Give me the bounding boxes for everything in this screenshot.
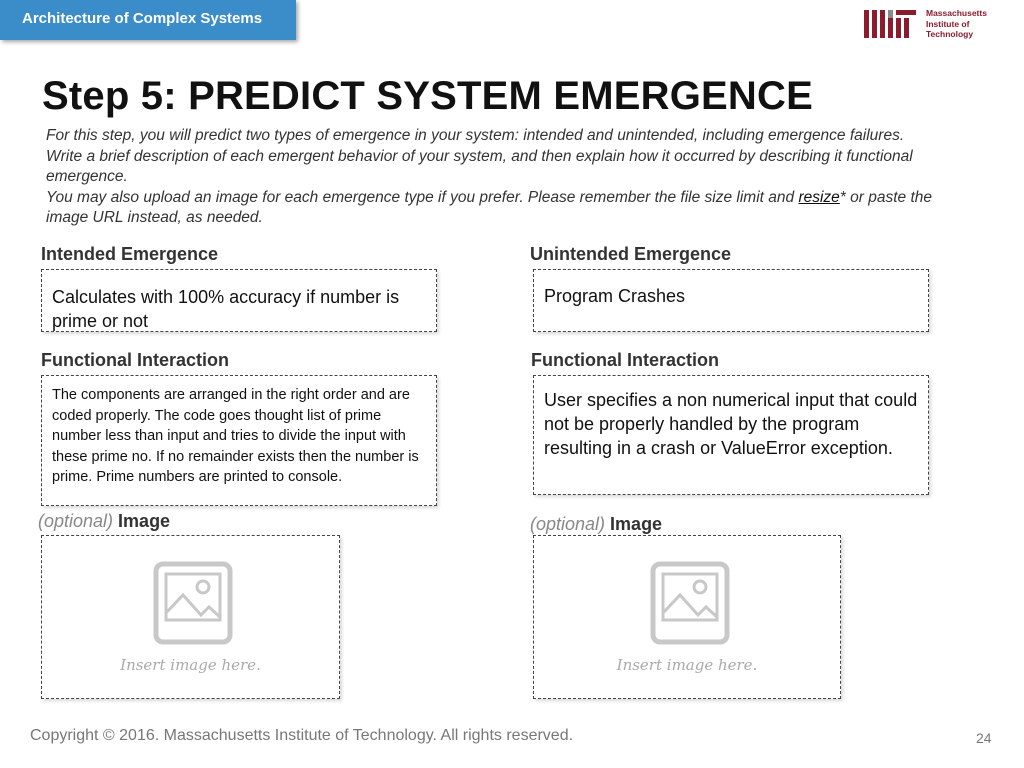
unintended-functional-interaction-heading: Functional Interaction	[531, 350, 720, 370]
mit-logo	[864, 8, 1004, 40]
unintended-image-label: (optional) Image	[530, 514, 663, 534]
copyright-notice: Copyright © 2016. Massachusetts Institute of Technology. All rights reserved.	[30, 727, 574, 744]
course-title: Architecture of Complex Systems	[22, 10, 263, 27]
instructions-paragraph-1: For this step, you will predict two types of emergence in your system: intended and unintended, including emergence failures. Write a brief description of each emergent behavior of your system, and then explain how it occurred by describing it functional emergence.	[46, 127, 913, 185]
image-placeholder-icon	[153, 561, 233, 645]
unintended-emergence-heading: Unintended Emergence	[530, 244, 732, 264]
mit-logo-text: Massachusetts Institute of Technology	[926, 8, 987, 39]
page-number: 24	[976, 730, 992, 746]
intended-image-label: (optional) Image	[38, 511, 171, 531]
intended-image-upload[interactable]	[41, 535, 340, 699]
unintended-emergence-field[interactable]	[533, 269, 929, 332]
mit-logo-mark	[864, 10, 916, 38]
course-title-tab	[0, 0, 296, 40]
instructions-paragraph-2: You may also upload an image for each emergence type if you prefer. Please remember the file size limit and resize* or paste the image URL instead, as needed.	[46, 188, 932, 226]
instructions	[46, 126, 936, 229]
intended-functional-interaction-heading: Functional Interaction	[41, 350, 230, 370]
intended-functional-interaction-value: The components are arranged in the right order and are coded properly. The code goes thought list of prime number less than input and tries to divide the input with these prime no. If no remainder exists then the number is prime. Prime numbers are printed to console.	[52, 387, 419, 485]
intended-emergence-heading: Intended Emergence	[41, 244, 219, 264]
page-title: Step 5: PREDICT SYSTEM EMERGENCE	[42, 74, 813, 118]
intended-image-placeholder-text: Insert image here.	[120, 656, 261, 674]
unintended-functional-interaction-value: User specifies a non numerical input that could not be properly handled by the program resulting in a crash or ValueError exception.	[544, 390, 918, 458]
resize-link[interactable]: resize	[798, 188, 840, 206]
intended-emergence-value: Calculates with 100% accuracy if number is prime or not	[52, 287, 400, 331]
intended-emergence-field[interactable]	[41, 269, 437, 332]
intended-functional-interaction-field[interactable]	[41, 375, 437, 506]
image-placeholder-icon	[650, 561, 730, 645]
unintended-emergence-value: Program Crashes	[544, 286, 686, 306]
unintended-image-placeholder-text: Insert image here.	[616, 656, 758, 674]
unintended-functional-interaction-field[interactable]	[533, 375, 929, 495]
unintended-image-upload[interactable]	[533, 535, 841, 699]
